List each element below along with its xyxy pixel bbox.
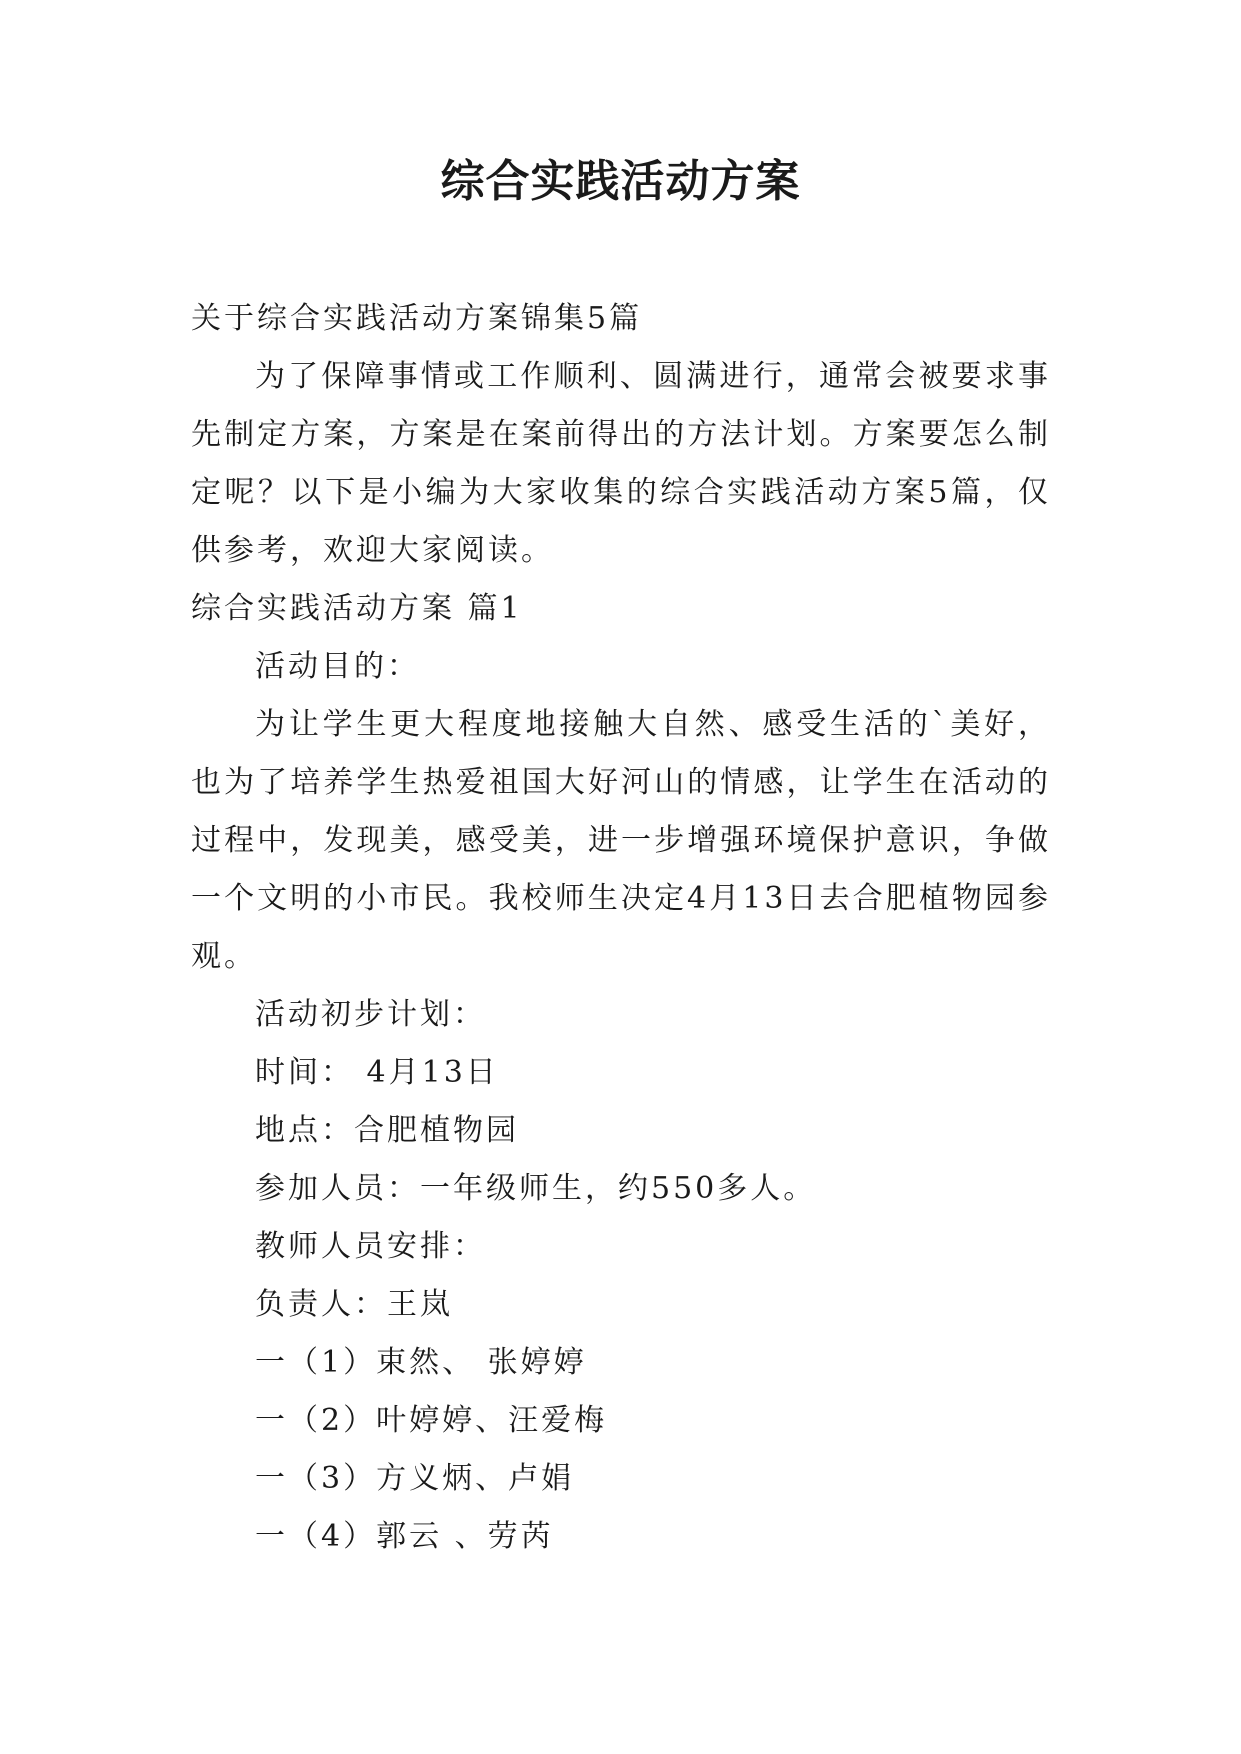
- document-body: [191, 290, 1051, 1566]
- class-assignment: 一（4）郭云 、劳芮: [255, 1519, 554, 1554]
- goal-paragraph: 为让学生更大程度地接触大自然、感受生活的`美好，也为了培养学生热爱祖国大好河山的情感，让学生在活动的过程中，发现美，感受美，进一步增强环境保护意识，争做一个文明的小市民。我校师生决定4月13日去合肥植物园参观。: [191, 707, 1051, 974]
- leader-line: 负责人：王岚: [255, 1287, 453, 1322]
- class-assignment: 一（2）叶婷婷、汪爱梅: [255, 1403, 608, 1438]
- place-line: 地点：合肥植物园: [255, 1113, 519, 1148]
- class-assignment: 一（3）方义炳、卢娟: [255, 1461, 575, 1496]
- plan-label: 活动初步计划：: [255, 997, 486, 1032]
- document-title: 综合实践活动方案: [440, 156, 801, 207]
- teacher-arrangement-label: 教师人员安排：: [255, 1229, 486, 1264]
- goal-label: 活动目的：: [255, 649, 420, 684]
- time-line: 时间： 4月13日: [255, 1055, 499, 1090]
- section-heading: 综合实践活动方案 篇1: [191, 591, 523, 626]
- document-subtitle: 关于综合实践活动方案锦集5篇: [191, 301, 643, 336]
- participants-line: 参加人员：一年级师生，约550多人。: [255, 1171, 817, 1206]
- intro-paragraph: 为了保障事情或工作顺利、圆满进行，通常会被要求事先制定方案，方案是在案前得出的方法计划。方案要怎么制定呢？以下是小编为大家收集的综合实践活动方案5篇，仅供参考，欢迎大家阅读。: [191, 359, 1051, 568]
- class-assignment: 一（1）束然、 张婷婷: [255, 1345, 587, 1380]
